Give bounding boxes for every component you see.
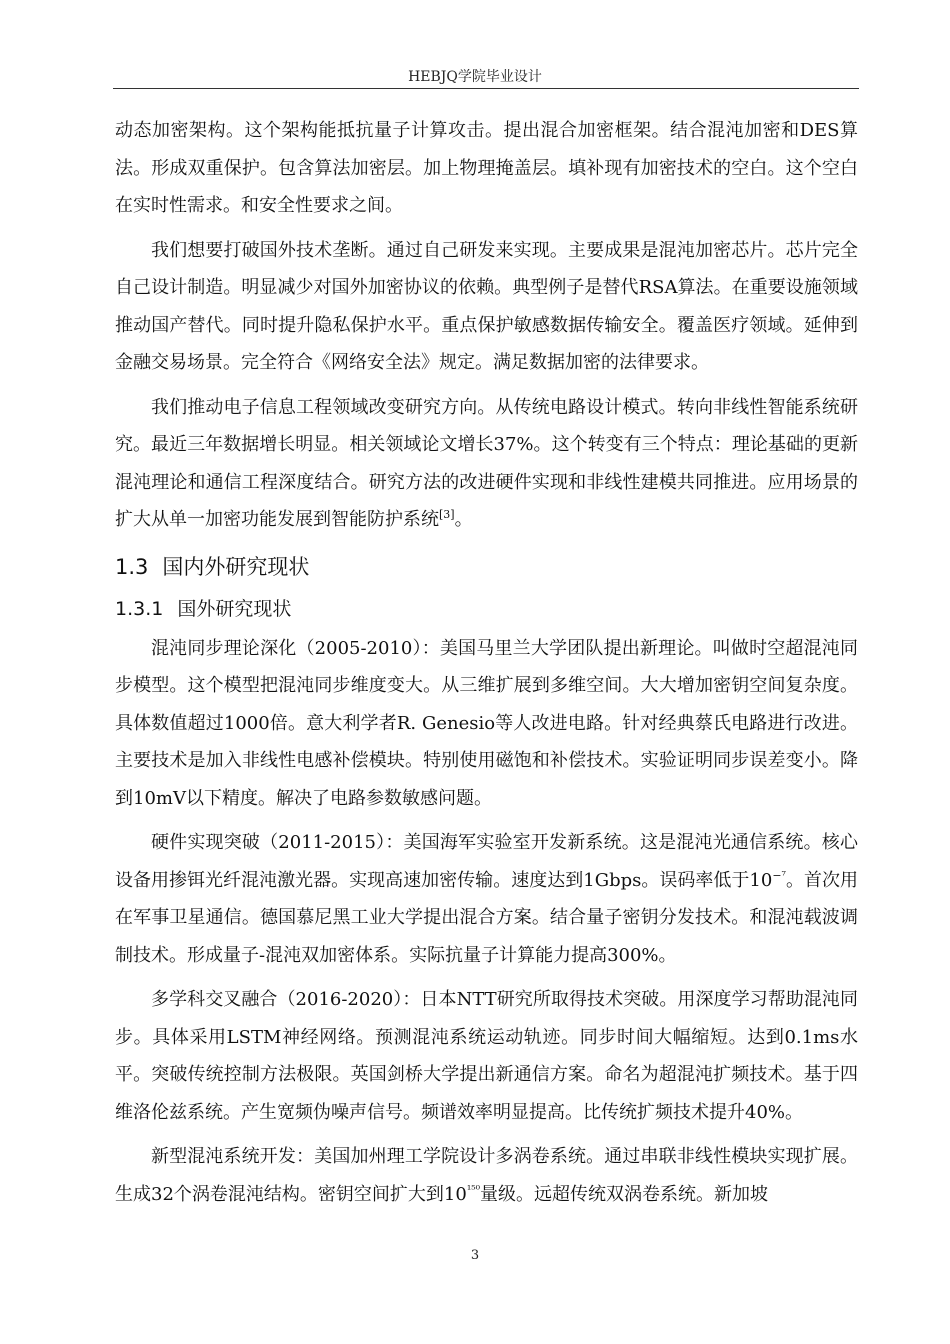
paragraph-interdisciplinary: 多学科交叉融合（2016-2020）：日本NTT研究所取得技术突破。用深度学习帮助混沌同步。具体采用LSTM神经网络。预测混沌系统运动轨迹。同步时间大幅缩短。达到0.1ms水平。突破传统控制方法极限。英国剑桥大学提出新通信方案。命名为超混沌扩频技术。基于四维洛伦兹系统。产生宽频伪噪声信号。频谱效率明显提高。比传统扩频技术提升40%。 [115,989,858,1123]
page-number: 3 [470,1248,480,1263]
paragraph-hardware [115,824,858,974]
paragraph-text-cont: 量级。远超传统双涡卷系统。新加坡 [480,1183,769,1205]
page-body [115,112,858,1213]
section-heading-1-3-1 [115,588,858,630]
paragraph-sync-theory: 混沌同步理论深化（2005-2010）：美国马里兰大学团队提出新理论。叫做时空超混沌同步模型。这个模型把混沌同步维度变大。从三维扩展到多维空间。大大增加密钥空间复杂度。具体数值超过1000倍。意大利学者R. Genesio等人改进电路。针对经典蔡氏电路进行改进。主要技术是加入非线性电感补偿模块。特别使用磁饱和补偿技术。实验证明同步误差变小。降到10mV以下精度。解决了电路参数敏感问题。 [115,637,858,809]
paragraph-text: 我们推动电子信息工程领域改变研究方向。从传统电路设计模式。转向非线性智能系统研究。最近三年数据增长明显。相关领域论文增长37%。这个转变有三个特点：理论基础的更新 混沌理论和通信工程深度结合。研究方法的改进硬件实现和非线性建模共同推进。应用场景的扩大从单一加密功能发展到智能防护系统 [115,396,858,530]
paragraph-end: 。 [454,509,473,530]
section-heading-1-3 [115,546,858,588]
paragraph-research-direction [115,389,858,539]
subsection-title: 国外研究现状 [177,597,292,620]
paragraph-independent-rd: 我们想要打破国外技术垄断。通过自己研发来实现。主要成果是混沌加密芯片。芯片完全自己设计制造。明显减少对国外加密协议的依赖。典型例子是替代RSA算法。在重要设施领域推动国产替代。同时提升隐私保护水平。重点保护敏感数据传输安全。覆盖医疗领域。延伸到金融交易场景。完全符合《网络安全法》规定。满足数据加密的法律要求。 [115,239,858,373]
paragraph-text: 新型混沌系统开发：美国加州理工学院设计多涡卷系统。通过串联非线性模块实现扩展。生成32个涡卷混沌结构。密钥空间扩大到10 [115,1146,858,1205]
header-divider [113,88,859,89]
section-title: 国内外研究现状 [162,554,310,579]
paragraph-continuation: 动态加密架构。这个架构能抵抗量子计算攻击。提出混合加密框架。结合混沌加密和DES算法。形成双重保护。包含算法加密层。加上物理掩盖层。填补现有加密技术的空白。这个空白在实时性需求。和安全性要求之间。 [115,120,858,216]
citation-ref: [3] [439,508,455,521]
subsection-number: 1.3.1 [115,597,164,620]
section-number: 1.3 [115,554,149,579]
running-header: HEBJQ学院毕业设计 [408,69,542,85]
paragraph-text-cont: 。首次用在军事卫星通信。德国慕尼黑工业大学提出混合方案。结合量子密钥分发技术。和混沌载波调制技术。形成量子-混沌双加密体系。实际抗量子计算能力提高300%。 [115,869,859,966]
exponent: −⁷ [772,868,786,882]
exponent: ¹⁵⁰ [466,1182,481,1196]
paragraph-new-systems [115,1138,858,1213]
paragraph-text: 硬件实现突破（2011-2015）：美国海军实验室开发新系统。这是混沌光通信系统。核心设备用掺铒光纤混沌激光器。实现高速加密传输。速度达到1Gbps。误码率低于10 [115,832,858,891]
